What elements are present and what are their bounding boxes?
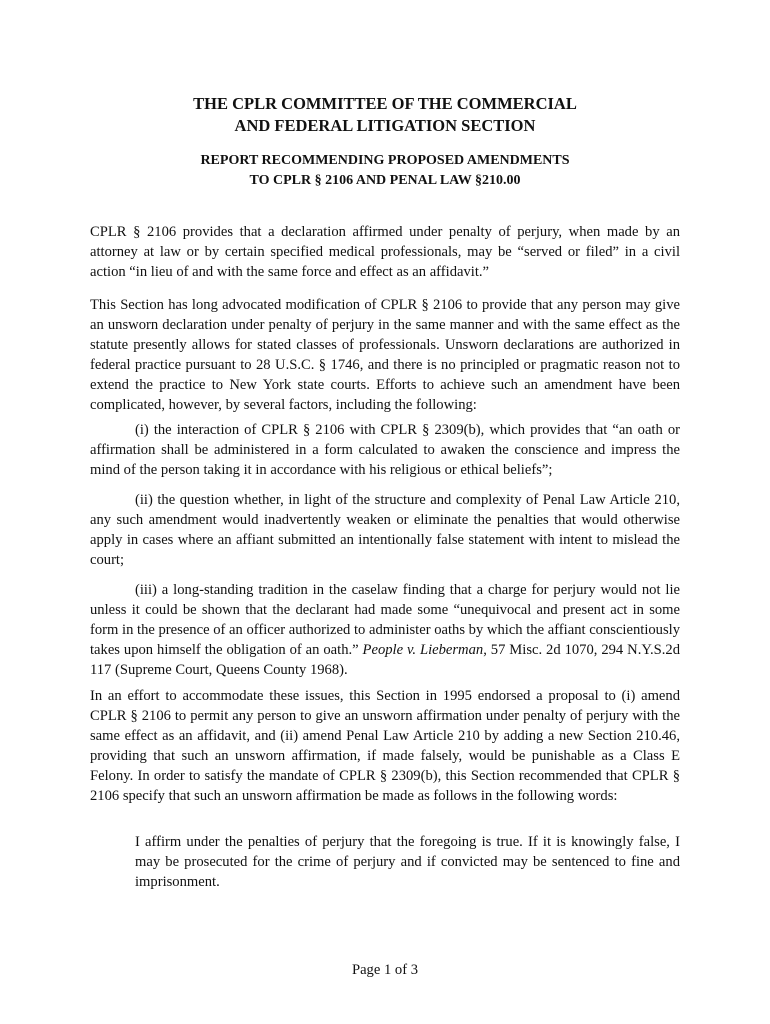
affirmation-quote: I affirm under the penalties of perjury that the foregoing is true. If it is knowingly false, I may be prosecuted for the crime of perjury and if convicted may be sentenced to fine and imprisonment. bbox=[135, 834, 680, 890]
title-line-2: AND FEDERAL LITIGATION SECTION bbox=[234, 116, 536, 135]
subtitle-line-2: TO CPLR § 2106 AND PENAL LAW §210.00 bbox=[249, 173, 521, 188]
document-title bbox=[0, 93, 770, 137]
paragraph-3: (i) the interaction of CPLR § 2106 with CPLR § 2309(b), which provides that “an oath or affirmation shall be administered in a form calculated to awaken the conscience and impress the mind of the person taking it in accordance with his religious or ethical beliefs”; bbox=[90, 422, 680, 478]
title-line-1: THE CPLR COMMITTEE OF THE COMMERCIAL bbox=[193, 94, 577, 113]
paragraph-5-citation: , 57 Misc. 2d 1070, 294 N.Y.S.2d 117 (Supreme Court, Queens County 1968). bbox=[90, 642, 681, 678]
subtitle-line-1: REPORT RECOMMENDING PROPOSED AMENDMENTS bbox=[200, 153, 570, 168]
paragraph-6: In an effort to accommodate these issues, this Section in 1995 endorsed a proposal to (i) amend CPLR § 2106 to permit any person to give an unsworn affirmation under penalty of perjury with the same effect as an affidavit, and (ii) amend Penal Law Article 210 by adding a new Section 210.46, providing that such an unsworn affirmation, if made falsely, would be punishable as a Class E Felony. In order to satisfy the mandate of CPLR § 2309(b), this Section recommended that CPLR § 2106 specify that such an unsworn affirmation be made as follows in the following words: bbox=[90, 688, 680, 804]
paragraph-5-text: (iii) a long-standing tradition in the caselaw finding that a charge for perjury would not lie unless it could be shown that the declarant had made some “unequivocal and present act in some form in the presence of an officer authorized to administer oaths by which the affiant conscientiously takes upon himself the obligation of an oath.” bbox=[90, 582, 680, 658]
paragraph-1: CPLR § 2106 provides that a declaration affirmed under penalty of perjury, when made by an attorney at law or by certain specified medical professionals, may be “served or filed” in a civil action “in lieu of and with the same force and effect as an affidavit.” bbox=[90, 224, 680, 280]
paragraph-2: This Section has long advocated modification of CPLR § 2106 to provide that any person may give an unsworn declaration under penalty of perjury in the same manner and with the same effect as the statute presently allows for stated classes of professionals. Unsworn declarations are authorized in federal practice pursuant to 28 U.S.C. § 1746, and there is no principled or pragmatic reason not to extend the practice to New York state courts. Efforts to achieve such an amendment have been complicated, however, by several factors, including the following: bbox=[90, 297, 680, 413]
paragraph-5 bbox=[90, 580, 680, 680]
case-citation-name: People v. Lieberman bbox=[362, 642, 484, 658]
page-number: Page 1 of 3 bbox=[351, 962, 419, 978]
document-subtitle bbox=[0, 151, 770, 191]
paragraph-4: (ii) the question whether, in light of the structure and complexity of Penal Law Article 210, any such amendment would inadvertently weaken or eliminate the penalties that would otherwise apply in cases where an affiant submitted an intentionally false statement with intent to mislead the court; bbox=[90, 492, 680, 568]
